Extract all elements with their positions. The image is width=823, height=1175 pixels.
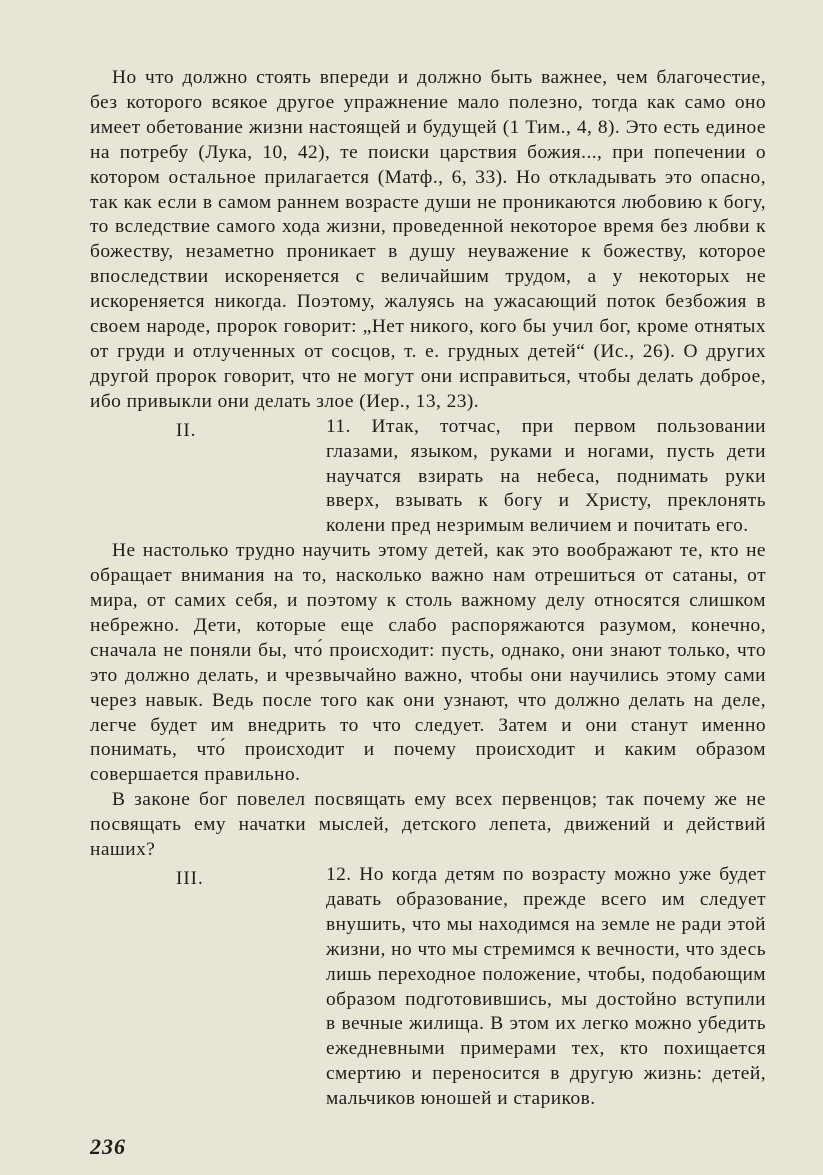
page-number: 236 — [90, 1134, 126, 1159]
section-2-paragraph-1: 11. Итак, тотчас, при первом пользовании глазами, языком, руками и ногами, пусть дети научатся взирать на небеса, поднимать руки вверх, взывать к богу и Христу, преклонять колени пред незримым величием и почитать его. — [326, 415, 766, 537]
section-3-marker: III. — [176, 868, 204, 889]
section-2-paragraph-2: Не настолько трудно научить этому детей, как это воображают те, кто не обращает внимания на то, насколько важно нам отрешиться от сатаны, от мира, от самих себя, и поэтому к столь важному делу относятся слишком небрежно. Дети, которые еще слабо распоряжаются разумом, конечно, сначала не поняли бы, что́ происходит: пусть, однако, они знают только, что это должно делать, и чрезвычайно важно, чтобы они научились этому сами через навык. Ведь после того как они узнают, что должно делать на деле, легче будет им внедрить то что следует. Затем и они станут именно понимать, что́ происходит и почему происходит и каким образом совершается правильно. — [90, 540, 766, 786]
section-2-marker: II. — [176, 419, 197, 441]
page-text — [90, 66, 766, 1112]
section-3 — [90, 863, 766, 1112]
paragraph-intro: Но что должно стоять впереди и должно быть важнее, чем благочестие, без которого всякое другое упражнение мало полезно, тогда как само оно имеет обетование жизни настоящей и будущей (1 Тим., 4, 8). Это есть единое на потребу (Лука, 10, 42), те поиски царствия божия..., при попечении о котором остальное прилагается (Матф., 6, 33). Но откладывать это опасно, так как если в самом раннем возрасте души не проникаются любовию к богу, то вследствие самого хода жизни, проведенной некоторое время без любви к божеству, незаметно проникает в душу неуважение к божеству, которое впоследствии искореняется с величайшим трудом, а у некоторых не искореняется никогда. Поэтому, жалуясь на ужасающий поток безбожия в своем народе, пророк говорит: „Нет никого, кого бы учил бог, кроме отнятых от груди и отлученных от сосцов, т. е. грудных детей“ (Ис., 26). О других другой пророк говорит, что не могут они исправиться, чтобы делать доброе, ибо привыкли они делать злое (Иер., 13, 23). — [90, 67, 766, 412]
section-2 — [90, 415, 766, 540]
section-3-paragraph-1: 12. Но когда детям по возрасту можно уже будет давать образование, прежде всего им следует внушить, что мы находимся на земле не ради этой жизни, но что мы стремимся к вечности, что здесь лишь переходное положение, чтобы, подобающим образом подготовившись, мы достойно вступили в вечные жилища. В этом их легко можно убедить ежедневными примерами тех, кто похищается смертию и переносится в другую жизнь: детей, мальчиков юношей и стариков. — [326, 864, 766, 1110]
section-2-paragraph-3: В законе бог повелел посвящать ему всех первенцов; так почему же не посвящать ему начатки мыслей, детского лепета, движений и действий наших? — [90, 789, 766, 861]
